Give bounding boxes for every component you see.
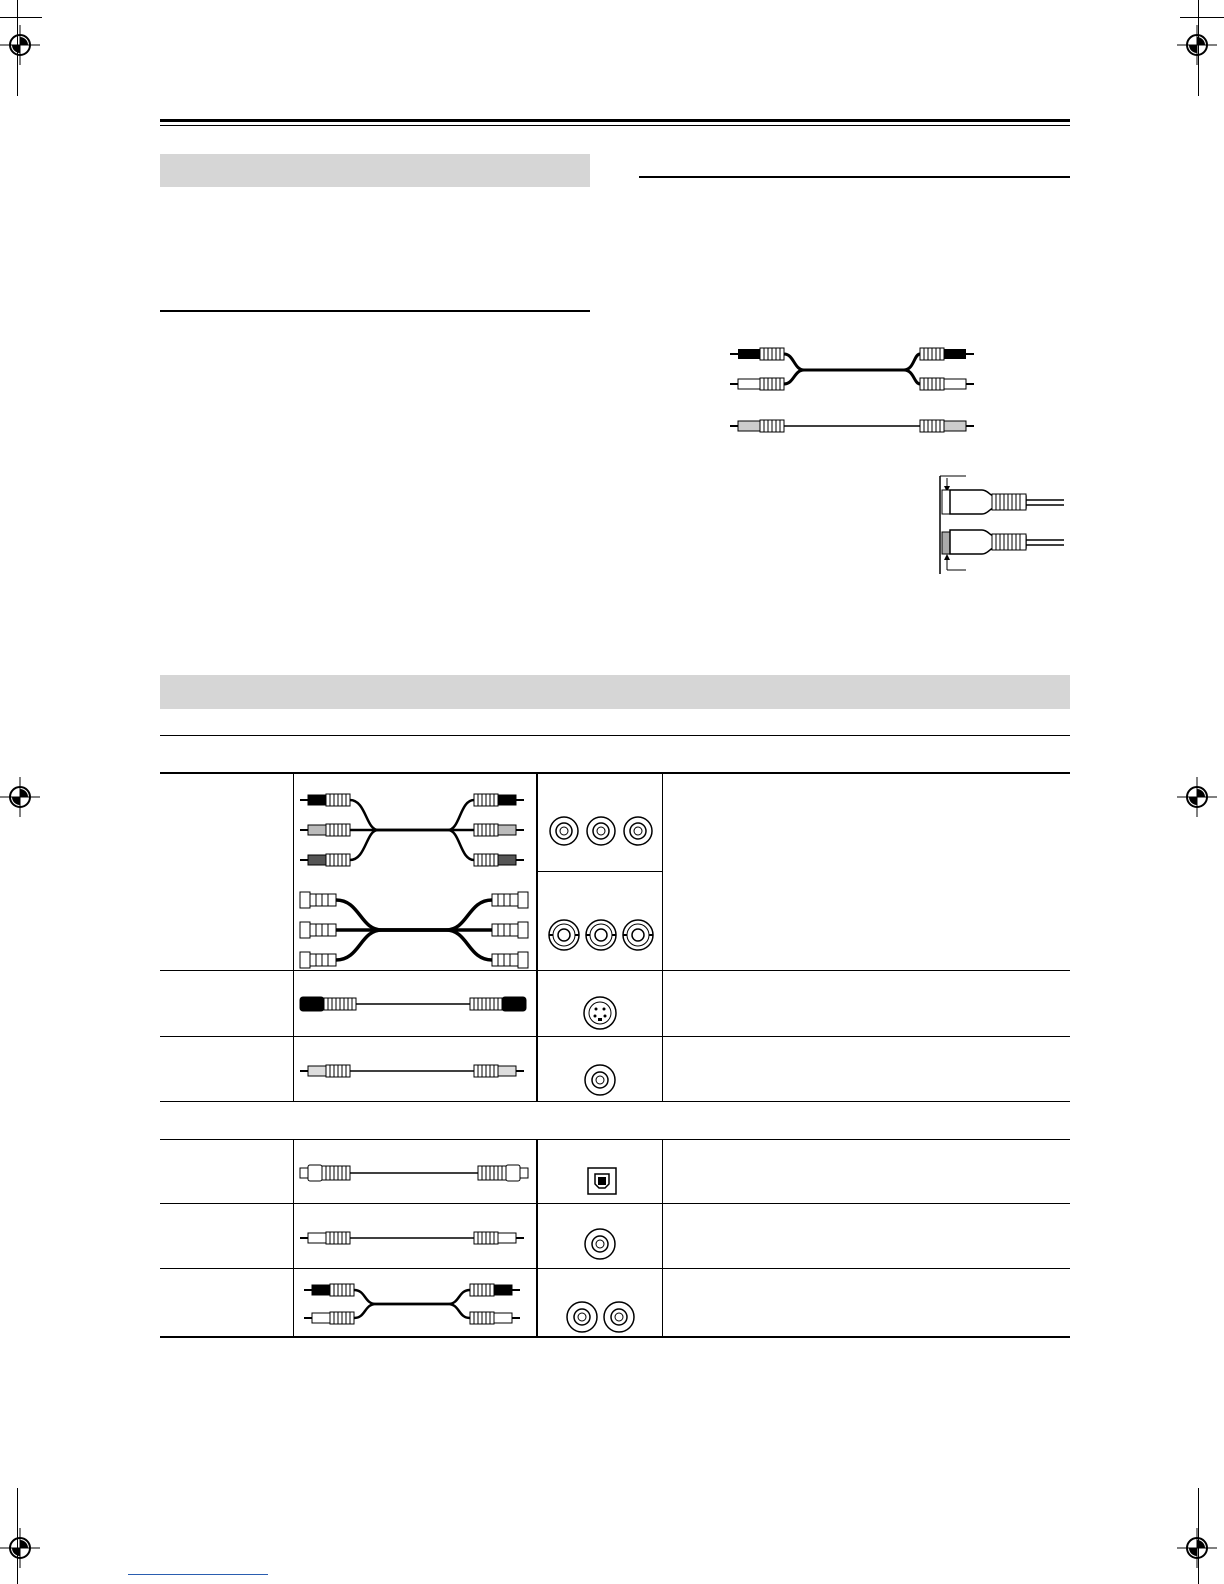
- component-video-bnc-cable-icon: [298, 886, 530, 970]
- trim-line: [1198, 0, 1199, 96]
- column-divider: [293, 1139, 294, 1337]
- trim-line: [17, 1488, 18, 1584]
- s-video-jack-icon: [581, 994, 619, 1032]
- table-rule: [160, 970, 1070, 971]
- column-divider: [536, 1139, 538, 1337]
- table-rule: [160, 1139, 1070, 1140]
- header-rule: [160, 119, 1070, 122]
- table-rule: [160, 1203, 1070, 1204]
- registration-mark-icon: [0, 777, 40, 817]
- rca-jack-icon: [582, 1226, 618, 1262]
- rca-cable-illustration: [728, 340, 978, 440]
- trim-line: [1198, 1488, 1199, 1584]
- column-divider: [662, 773, 663, 1101]
- analog-audio-cable-icon: [298, 1278, 530, 1332]
- optical-jack-icon: [586, 1166, 618, 1196]
- composite-video-cable-icon: [298, 1059, 530, 1083]
- section-heading-band: [160, 154, 590, 187]
- subsection-rule: [639, 176, 1070, 178]
- rca-jack-icon: [582, 1062, 618, 1098]
- registration-mark-icon: [1177, 777, 1217, 817]
- subsection-rule: [160, 310, 590, 312]
- table-rule: [160, 1336, 1070, 1338]
- table-rule: [537, 871, 663, 872]
- footer-link-underline: [128, 1574, 268, 1575]
- coaxial-digital-cable-icon: [298, 1226, 530, 1250]
- trim-line: [0, 17, 42, 18]
- bnc-jack-icon: [546, 917, 658, 953]
- column-divider: [293, 773, 294, 1101]
- section-heading-band: [160, 675, 1070, 709]
- column-divider: [536, 773, 538, 1101]
- trim-line: [17, 0, 18, 96]
- table-rule: [160, 1268, 1070, 1269]
- table-rule: [160, 1101, 1070, 1102]
- table-rule: [160, 772, 1070, 774]
- optical-digital-cable-icon: [298, 1160, 530, 1186]
- plug-insertion-illustration: [930, 470, 1070, 580]
- header-rule: [160, 125, 1070, 126]
- trim-line: [1180, 17, 1224, 18]
- column-divider: [662, 1139, 663, 1337]
- registration-mark-icon: [0, 25, 40, 65]
- rca-jack-icon: [564, 1299, 638, 1335]
- rca-jack-icon: [546, 813, 658, 849]
- table-rule: [160, 735, 1070, 736]
- registration-mark-icon: [1177, 1528, 1217, 1568]
- component-video-rca-cable-icon: [298, 786, 530, 870]
- registration-mark-icon: [0, 1528, 40, 1568]
- registration-mark-icon: [1177, 25, 1217, 65]
- s-video-cable-icon: [298, 991, 530, 1017]
- table-rule: [160, 1036, 1070, 1037]
